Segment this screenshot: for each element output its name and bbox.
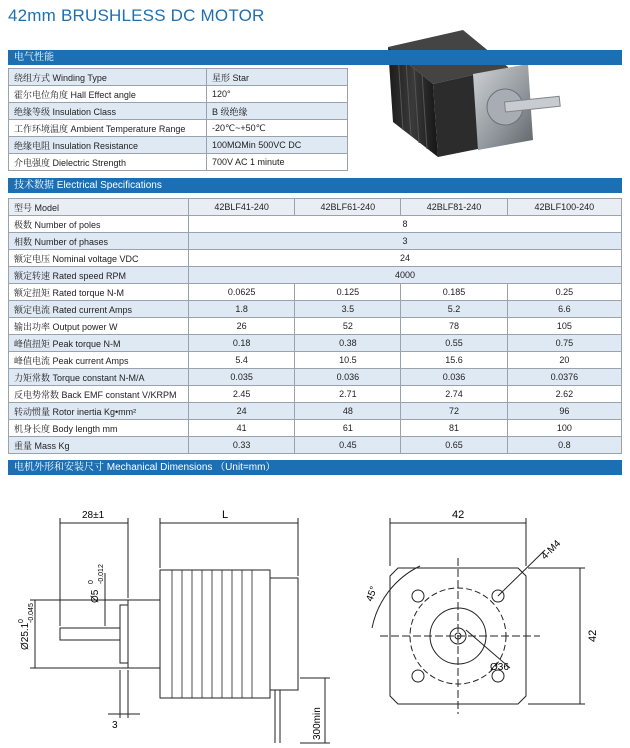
electrical-row (9, 69, 348, 86)
specs-label: 额定转速 Rated speed RPM (9, 267, 189, 284)
specs-value: 5.4 (189, 352, 295, 369)
specs-label: 机身长度 Body length mm (9, 420, 189, 437)
specs-label: 重量 Mass Kg (9, 437, 189, 454)
dim-shaft-tol-top: 0 (88, 580, 95, 584)
electrical-table (8, 68, 348, 171)
dim-boss-diameter: Ø25.1 (20, 622, 31, 650)
specs-value: 4000 (189, 267, 622, 284)
specs-row (9, 267, 622, 284)
electrical-value: 100MΩMin 500VC DC (207, 137, 348, 154)
electrical-label: 绝缘等级 Insulation Class (9, 103, 207, 120)
specs-value: 0.18 (189, 335, 295, 352)
specs-value: 41 (189, 420, 295, 437)
specs-label: 额定扭矩 Rated torque N-M (9, 284, 189, 301)
dim-height: 42 (587, 629, 599, 642)
specs-value: 96 (507, 403, 621, 420)
specs-value: 2.62 (507, 386, 621, 403)
specs-value: 2.74 (401, 386, 507, 403)
specs-value: 5.2 (401, 301, 507, 318)
specs-row (9, 335, 622, 352)
specs-value: 24 (189, 403, 295, 420)
specs-label: 额定电压 Nominal voltage VDC (9, 250, 189, 267)
specs-label: 转动惯量 Rotor inertia Kg•mm² (9, 403, 189, 420)
electrical-value: 星形 Star (207, 69, 348, 86)
dim-shaft-length: 28±1 (82, 510, 105, 521)
specs-row (9, 369, 622, 386)
specs-value: 8 (189, 216, 622, 233)
specs-value: 81 (401, 420, 507, 437)
specs-value: 0.035 (189, 369, 295, 386)
electrical-label: 绕组方式 Winding Type (9, 69, 207, 86)
specs-label: 额定电流 Rated current Amps (9, 301, 189, 318)
specs-row (9, 301, 622, 318)
specs-row (9, 284, 622, 301)
specs-value: 52 (295, 318, 401, 335)
specs-value: 20 (507, 352, 621, 369)
specs-row (9, 318, 622, 335)
mechanical-drawing (0, 478, 630, 748)
specs-value: 1.8 (189, 301, 295, 318)
specs-value: 0.125 (295, 284, 401, 301)
specs-row (9, 403, 622, 420)
specs-label: 峰值电流 Peak current Amps (9, 352, 189, 369)
specs-value: 2.45 (189, 386, 295, 403)
electrical-label: 绝缘电阻 Insulation Resistance (9, 137, 207, 154)
specs-value: 61 (295, 420, 401, 437)
dim-body-length: L (222, 509, 229, 521)
electrical-label: 工作环境温度 Ambient Temperature Range (9, 120, 207, 137)
specs-value: 10.5 (295, 352, 401, 369)
specs-value: 0.75 (507, 335, 621, 352)
specs-header-cell: 42BLF61-240 (295, 199, 401, 216)
specs-value: 0.0625 (189, 284, 295, 301)
section-mechanical-header: 电机外形和安装尺寸 Mechanical Dimensions （Unit=mm） (8, 460, 622, 475)
specs-value: 72 (401, 403, 507, 420)
dim-boss-tol-top: 0 (18, 619, 25, 623)
specs-label: 反电势常数 Back EMF constant V/KRPM (9, 386, 189, 403)
specs-label: 力矩常数 Torque constant N-M/A (9, 369, 189, 386)
specs-row (9, 352, 622, 369)
specs-value: 105 (507, 318, 621, 335)
specs-row (9, 386, 622, 403)
specs-value: 0.8 (507, 437, 621, 454)
section-electrical-header: 电气性能 (8, 50, 622, 65)
specs-value: 0.45 (295, 437, 401, 454)
specs-row (9, 437, 622, 454)
electrical-value: B 级绝缘 (207, 103, 348, 120)
specs-header-row (9, 199, 622, 216)
specs-row (9, 233, 622, 250)
specs-value: 3.5 (295, 301, 401, 318)
specs-value: 0.25 (507, 284, 621, 301)
dim-pitch-circle: Ø36 (490, 662, 509, 673)
specs-value: 0.33 (189, 437, 295, 454)
specs-value: 48 (295, 403, 401, 420)
electrical-row (9, 154, 348, 171)
specs-label: 相数 Number of phases (9, 233, 189, 250)
specs-value: 26 (189, 318, 295, 335)
electrical-value: 700V AC 1 minute (207, 154, 348, 171)
specs-header-cell: 42BLF100-240 (507, 199, 621, 216)
specs-value: 6.6 (507, 301, 621, 318)
specs-value: 0.185 (401, 284, 507, 301)
electrical-value: 120° (207, 86, 348, 103)
electrical-label: 介电强度 Dielectric Strength (9, 154, 207, 171)
specs-row (9, 250, 622, 267)
page-title: 42mm BRUSHLESS DC MOTOR (8, 6, 265, 25)
specs-value: 0.55 (401, 335, 507, 352)
specs-label: 输出功率 Output power W (9, 318, 189, 335)
specs-table (8, 198, 622, 454)
dim-width: 42 (452, 509, 465, 521)
specs-value: 0.036 (295, 369, 401, 386)
specs-value: 0.0376 (507, 369, 621, 386)
specs-row (9, 216, 622, 233)
electrical-value: -20℃~+50℃ (207, 120, 348, 137)
electrical-row (9, 120, 348, 137)
specs-value: 0.65 (401, 437, 507, 454)
specs-label: 峰值扭矩 Peak torque N-M (9, 335, 189, 352)
electrical-row (9, 103, 348, 120)
dim-mount-holes: 4-M4 (539, 538, 564, 563)
specs-value: 24 (189, 250, 622, 267)
specs-value: 100 (507, 420, 621, 437)
specs-value: 78 (401, 318, 507, 335)
specs-row (9, 420, 622, 437)
specs-header-cell: 42BLF81-240 (401, 199, 507, 216)
specs-label: 极数 Number of poles (9, 216, 189, 233)
dim-flange: 3 (112, 720, 118, 731)
specs-value: 3 (189, 233, 622, 250)
electrical-label: 霍尔电位角度 Hall Effect angle (9, 86, 207, 103)
dim-lead-length: 300min (312, 707, 323, 740)
specs-header-cell: 42BLF41-240 (189, 199, 295, 216)
section-specs-header: 技术数据 Electrical Specifications (8, 178, 622, 193)
dim-shaft-diameter: Ø5 (90, 589, 101, 603)
specs-value: 15.6 (401, 352, 507, 369)
specs-value: 2.71 (295, 386, 401, 403)
electrical-row (9, 137, 348, 154)
dim-shaft-tol-bottom: -0.012 (98, 564, 105, 584)
electrical-row (9, 86, 348, 103)
specs-header-cell: 型号 Model (9, 199, 189, 216)
dim-boss-tol-bottom: -0.045 (28, 603, 35, 623)
motor-photo (368, 22, 568, 172)
specs-value: 0.38 (295, 335, 401, 352)
dim-angle: 45° (364, 585, 380, 604)
specs-value: 0.036 (401, 369, 507, 386)
